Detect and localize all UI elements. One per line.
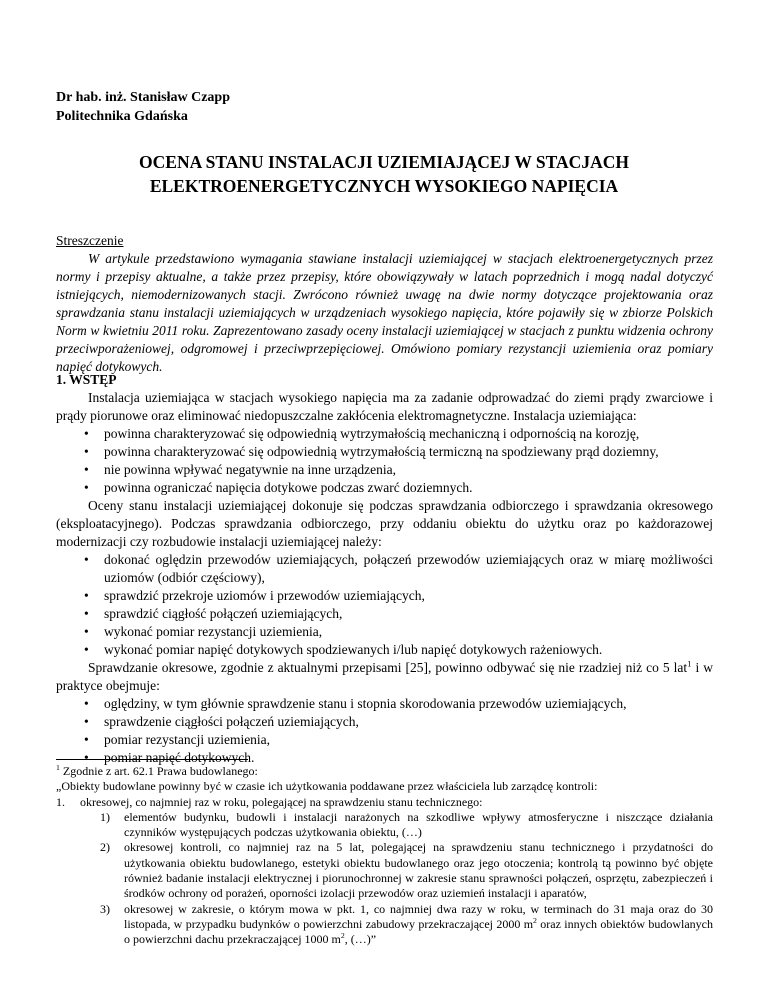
- list-item: • sprawdzenie ciągłości połączeń uziemiających,: [84, 714, 359, 729]
- footnote-mark: 1: [56, 763, 60, 772]
- list-item: • oględziny, w tym głównie sprawdzenie stanu i stopnia skorodowania przewodów uziemiających,: [84, 696, 627, 711]
- bullet-icon: •: [84, 462, 89, 477]
- list-item: • wykonać pomiar rezystancji uziemienia,: [84, 624, 323, 639]
- bullet-icon: •: [84, 588, 89, 603]
- paragraph-3: Sprawdzanie okresowe, zgodnie z aktualnymi przepisami [25], powinno odbywać się nie rzadziej niż co 5 lat$^1$ i w praktyce obejmuje:: [56, 658, 713, 693]
- periodic-check-list: [56, 695, 713, 767]
- list-item: • wykonać pomiar napięć dotykowych spodziewanych i/lub napięć dotykowych rażeniowych.: [84, 642, 603, 657]
- bullet-icon: •: [84, 552, 89, 567]
- list-item: • powinna charakteryzować się odpowiednią wytrzymałością mechaniczną i odpornością na korozję,: [84, 426, 640, 441]
- bullet-icon: •: [84, 642, 89, 657]
- abstract-heading: Streszczenie: [56, 233, 124, 248]
- list-item: • powinna ograniczać napięcia dotykowe podczas zwarć doziemnych.: [84, 480, 473, 495]
- bullet-icon: •: [84, 624, 89, 639]
- acceptance-check-list: [56, 551, 713, 659]
- bullet-icon: •: [84, 732, 89, 747]
- list-item: • sprawdzić ciągłość połączeń uziemiających,: [84, 606, 343, 621]
- bullet-icon: •: [84, 714, 89, 729]
- list-item: • sprawdzić przekroje uziomów i przewodów uziemiających,: [84, 588, 425, 603]
- list-item: • dokonać oględzin przewodów uziemiających, połączeń przewodów uziemiających oraz w miarę możliwości uziomów (odbiór częściowy),: [84, 552, 713, 585]
- footnote: $^1$ Zgodnie z art. 62.1 Prawa budowlanego: „Obiekty budowlane powinny być w czasie ich użytkowania poddawane przez właściciela lub zarządcę kontroli: 1. okresowej, co najmniej raz w roku, polegającej na sprawdzeniu stanu technicznego: 1) elementów budynku, budowli i instalacji narażonych na szkodliwe wpływy atmosferyczne i niszczące działania czynników występujących podczas użytkowania obiektu, (…) 2) okresowej kontroli, co najmniej raz na 5 lat, polegającej na sprawdzeniu stanu technicznego i przydatności do użytkowania obiektu budowlanego, estetyki obiektu budowlanego oraz jego otoczenia; kontrolą tą powinno być objęte również badanie instalacji elektrycznej i piorunochronnej w zakresie stanu sprawności połączeń, osprzętu, zabezpieczeń i środków ochrony od porażeń, oporności izolacji przewodów oraz uziemień instalacji i aparatów, 3) okresowej w zakresie, o którym mowa w pkt. 1, co najmniej dwa razy w roku, w terminach do 31 maja oraz do 30 listopada, w przypadku budynków o powierzchni zabudowy przekraczającej 2000 $m^2$ oraz innych obiektów budowlanych o powierzchni dachu przekraczającej 1000 $m^2$, (…)”: [56, 763, 713, 947]
- bullet-icon: •: [84, 696, 89, 711]
- article-title: OCENA STANU INSTALACJI UZIEMIAJĄCEJ W STACJACH ELEKTROENERGETYCZNYCH WYSOKIEGO NAPIĘCIA: [139, 152, 629, 196]
- bullet-icon: •: [84, 750, 89, 765]
- author-block: [56, 88, 230, 126]
- bullet-icon: •: [84, 444, 89, 459]
- section-body: [56, 389, 713, 767]
- bullet-icon: •: [84, 480, 89, 495]
- list-item: • pomiar napięć dotykowych.: [84, 750, 255, 765]
- author-name: Dr hab. inż. Stanisław Czapp: [56, 90, 231, 105]
- footnote-ref[interactable]: 1: [687, 658, 692, 669]
- author-affiliation: Politechnika Gdańska: [56, 109, 188, 124]
- footnote-separator: [56, 759, 248, 760]
- list-item: • powinna charakteryzować się odpowiednią wytrzymałością termiczną na spodziewany prąd doziemny,: [84, 444, 659, 459]
- list-item: • nie powinna wpływać negatywnie na inne urządzenia,: [84, 462, 397, 477]
- paragraph-2: Oceny stanu instalacji uziemiającej dokonuje się podczas sprawdzania odbiorczego i sprawdzania okresowego (eksploatacyjnego). Podczas sprawdzania odbiorczego, przy oddaniu obiektu do użytku oraz po każdorazowej modernizacji czy rozbudowie instalacji uziemiającej należy:: [56, 498, 713, 549]
- abstract-text: W artykule przedstawiono wymagania stawiane instalacji uziemiającej w stacjach elektroenergetycznych przez normy i przepisy aktualne, a także przez przepisy, które obowiązywały w latach poprzednich i mogą nadal dotyczyć istniejących, niemodernizowanych stacji. Zwrócono również uwagę na dwie normy dotyczące projektowania oraz sprawdzania stanu instalacji uziemiających w urządzeniach wysokiego napięcia, które pojawiły się w zbiorze Polskich Norm w kwietniu 2011 roku. Zaprezentowano zasady oceny instalacji uziemiającej w stacjach z punktu widzenia ochrony przeciwporażeniowej, odgromowej i przeciwprzepięciowej. Omówiono pomiary rezystancji uziemienia oraz pomiary napięć dotykowych.: [56, 251, 713, 374]
- list-item: • pomiar rezystancji uziemienia,: [84, 732, 271, 747]
- paragraph-1: Instalacja uziemiająca w stacjach wysokiego napięcia ma za zadanie odprowadzać do ziemi prądy zwarciowe i prądy piorunowe oraz eliminować niedopuszczalne zakłócenia elektromagnetyczne. Instalacja uziemiająca:: [56, 390, 713, 423]
- section-heading: 1. WSTĘP: [56, 372, 117, 387]
- requirements-list: [56, 425, 713, 497]
- bullet-icon: •: [84, 606, 89, 621]
- bullet-icon: •: [84, 426, 89, 441]
